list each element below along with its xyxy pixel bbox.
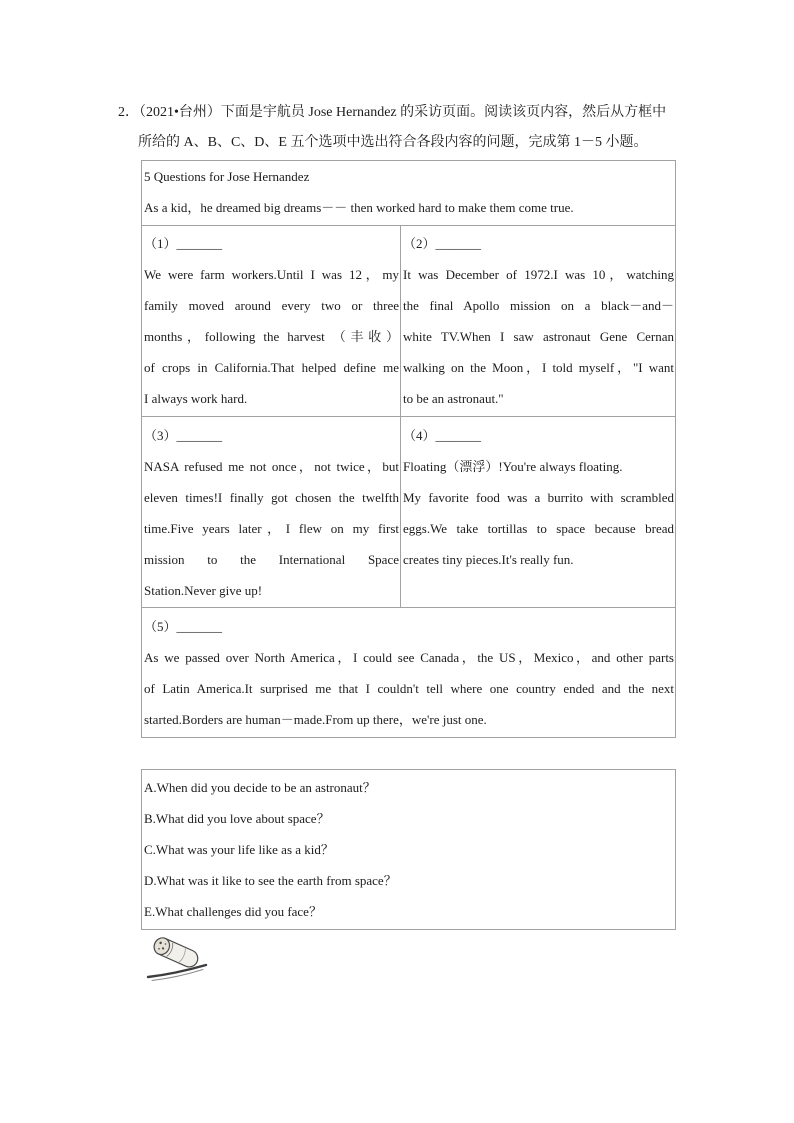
- section-1-cell: [141, 225, 401, 417]
- section-5-label: （5）_______: [144, 619, 223, 634]
- section-3-line: eleven times!I finally got chosen the twelfth: [144, 490, 399, 505]
- section-1-line: We were farm workers.Until I was 12，my: [144, 267, 399, 282]
- section-2-line: walking on the Moon，I told myself，"I want: [403, 360, 674, 375]
- option-e: E.What challenges did you face？: [144, 904, 322, 919]
- section-1-label: （1）_______: [144, 236, 223, 251]
- section-1-line: of crops in California.That helped define me: [144, 360, 399, 375]
- option-a: A.When did you decide to be an astronaut？: [144, 780, 376, 795]
- section-4-line: My favorite food was a burrito with scrambled: [403, 490, 674, 505]
- section-2-cell: [400, 225, 676, 417]
- section-1-line: I always work hard.: [144, 391, 248, 406]
- article-title-cell: [141, 160, 676, 226]
- question-instruction-line-2: 所给的 A、B、C、D、E 五个选项中选出符合各段内容的问题，完成第 1－5 小题。: [138, 135, 648, 150]
- article-intro: As a kid，he dreamed big dreams－－ then worked hard to make them come true.: [144, 200, 574, 215]
- article-title: 5 Questions for Jose Hernandez: [144, 169, 310, 184]
- option-b: B.What did you love about space？: [144, 811, 330, 826]
- section-4-line: creates tiny pieces.It's really fun.: [403, 552, 574, 567]
- section-5-line: As we passed over North America，I could see Canada，the US，Mexico，and other parts: [144, 650, 674, 665]
- section-2-line: white TV.When I saw astronaut Gene Cernan: [403, 329, 674, 344]
- question-instruction-line-1: 2．（2021•台州）下面是宇航员 Jose Hernandez 的采访页面。阅读该页内容，然后从方框中: [118, 105, 667, 120]
- section-3-cell: [141, 416, 401, 608]
- section-2-line: the final Apollo mission on a black－and－: [403, 298, 674, 313]
- option-c: C.What was your life like as a kid？: [144, 842, 334, 857]
- section-2-line: to be an astronaut.": [403, 391, 504, 406]
- section-2-line: It was December of 1972.I was 10，watching: [403, 267, 674, 282]
- section-3-line: time.Five years later，I flew on my first: [144, 521, 399, 536]
- section-5-line: of Latin America.It surprised me that I couldn't tell where one country ended and the next: [144, 681, 674, 696]
- section-3-line: mission to the International Space: [144, 552, 399, 567]
- section-4-cell: [400, 416, 676, 608]
- section-5-line: started.Borders are human－made.From up there，we're just one.: [144, 712, 487, 727]
- options-box: [141, 769, 676, 930]
- section-4-line: eggs.We take tortillas to space because bread: [403, 521, 674, 536]
- section-1-line: months，following the harvest （丰收）: [144, 329, 399, 344]
- section-3-line: Station.Never give up!: [144, 583, 263, 598]
- burrito-roll: [152, 935, 201, 969]
- section-3-label: （3）_______: [144, 428, 223, 443]
- section-4-label: （4）_______: [403, 428, 482, 443]
- burrito-illustration: [145, 935, 209, 983]
- section-5-cell: [141, 607, 676, 738]
- section-1-line: family moved around every two or three: [144, 298, 399, 313]
- section-3-line: NASA refused me not once，not twice，but: [144, 459, 399, 474]
- section-4-line: Floating（漂浮）!You're always floating.: [403, 459, 623, 474]
- section-2-label: （2）_______: [403, 236, 482, 251]
- option-d: D.What was it like to see the earth from space？: [144, 873, 397, 888]
